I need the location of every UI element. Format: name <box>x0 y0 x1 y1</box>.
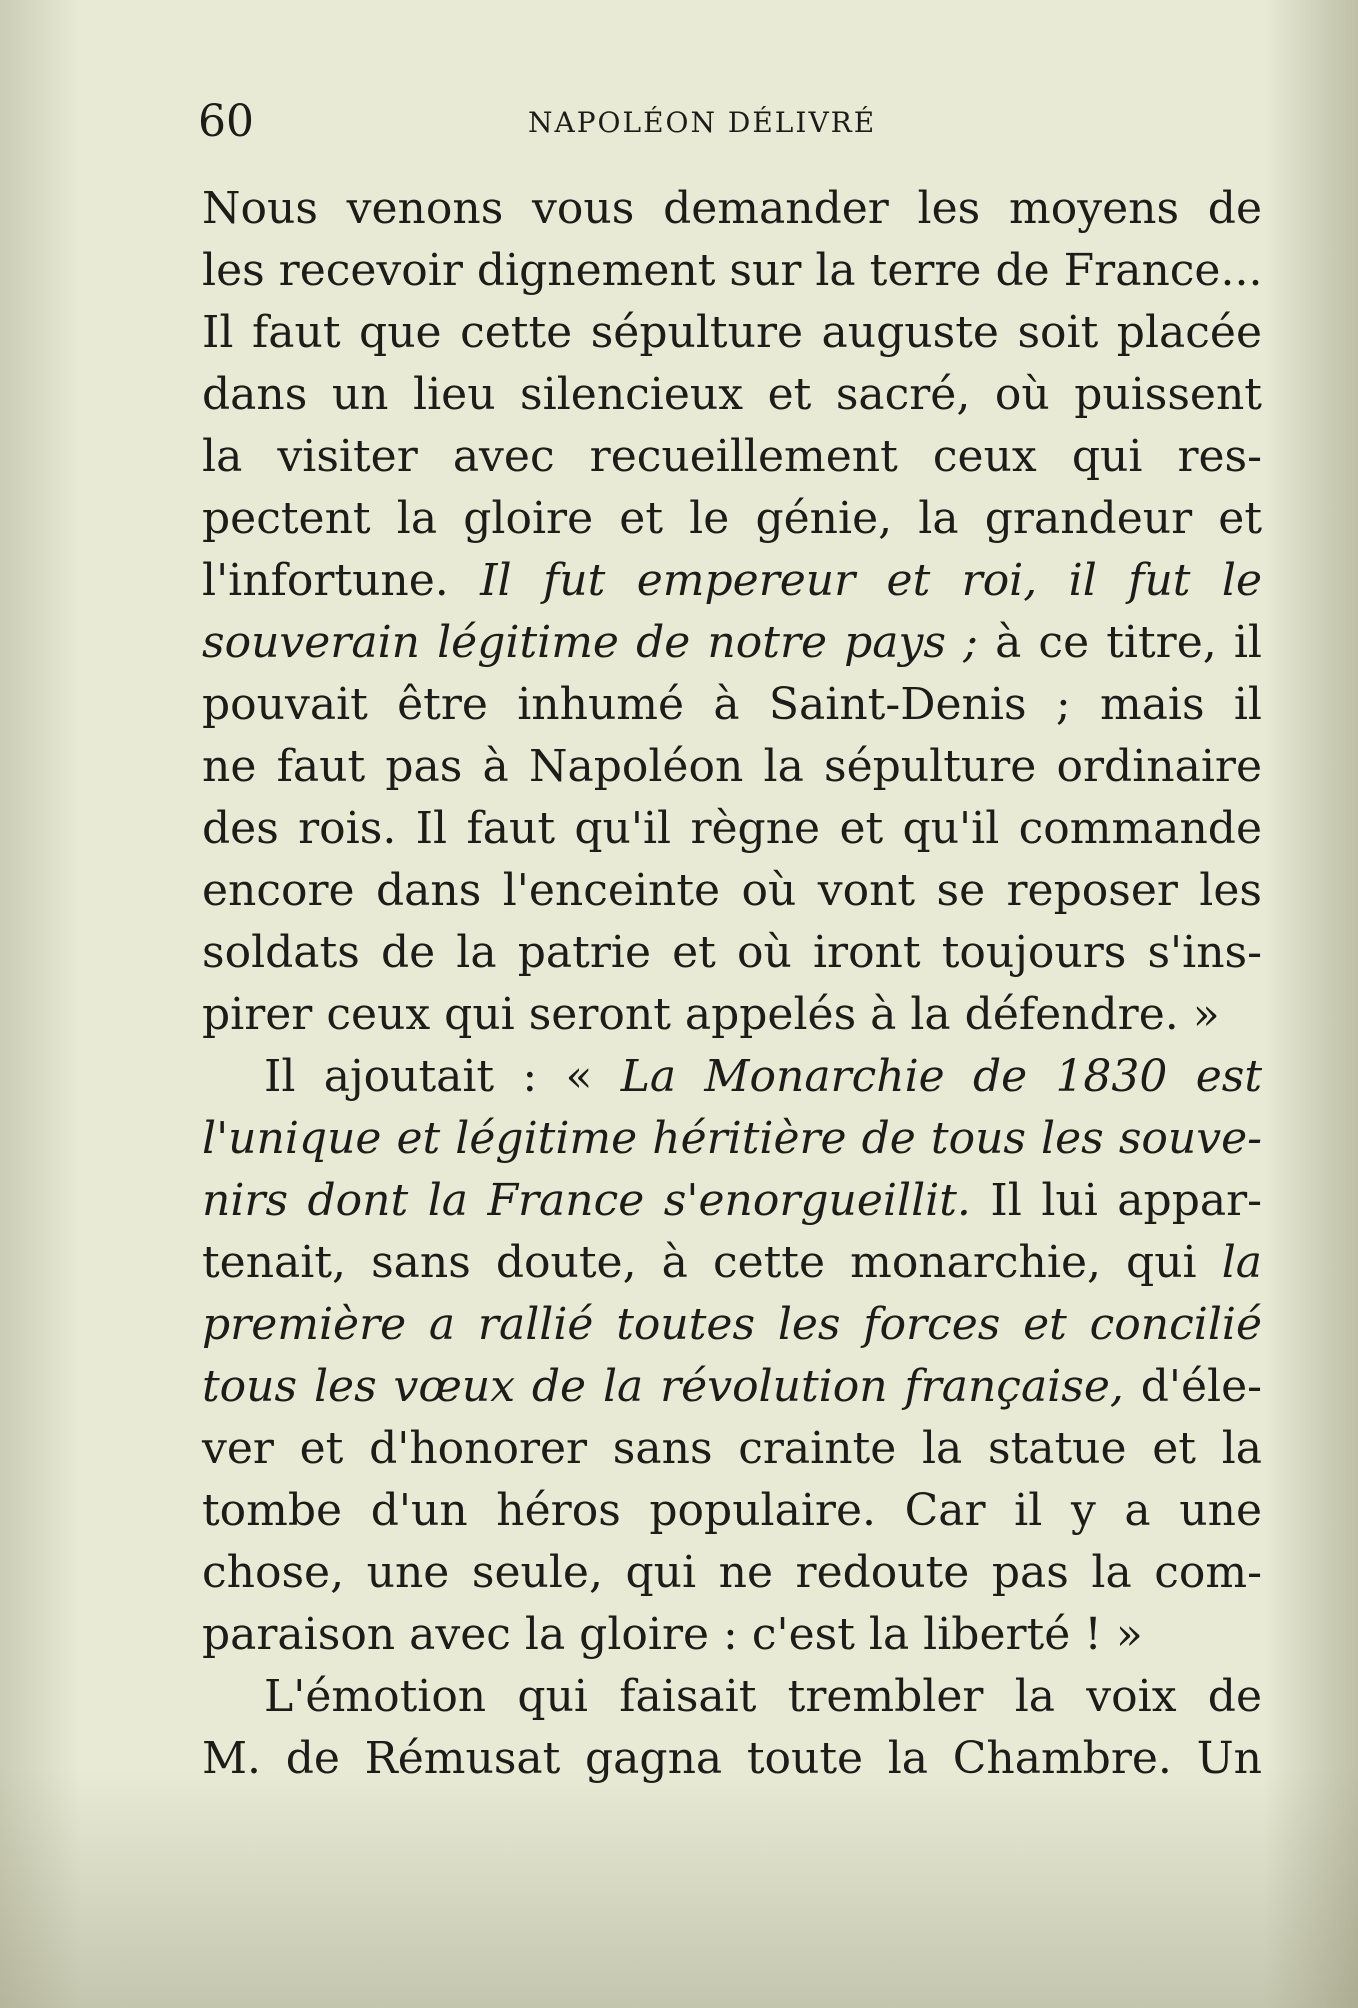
text-line: Il ajoutait : « La Monarchie de 1830 est <box>264 1051 1262 1102</box>
text-line: ne faut pas à Napoléon la sépulture ordinaire <box>202 741 1262 792</box>
text-line: nirs dont la France s'enorgueillit. Il lui appar- <box>202 1175 1263 1226</box>
text-line: l'infortune. Il fut empereur et roi, il fut le <box>202 555 1262 606</box>
page-header <box>198 92 1268 152</box>
text-line: tous les vœux de la révolution française, d'éle- <box>202 1361 1263 1412</box>
text-line: première a rallié toutes les forces et concilié <box>202 1299 1262 1350</box>
text-line: Nous venons vous demander les moyens de <box>202 183 1262 234</box>
text-line: pirer ceux qui seront appelés à la défendre. » <box>202 989 1220 1040</box>
text-line: souverain légitime de notre pays ; à ce titre, il <box>202 617 1262 668</box>
text-line: paraison avec la gloire : c'est la liberté ! » <box>202 1609 1143 1660</box>
text-line: Il faut que cette sépulture auguste soit placée <box>202 307 1262 358</box>
text-line: tombe d'un héros populaire. Car il y a une <box>202 1485 1262 1536</box>
text-line: l'unique et légitime héritière de tous les souve- <box>202 1113 1262 1164</box>
text-line: soldats de la patrie et où iront toujours s'ins- <box>202 927 1262 978</box>
page-number: 60 <box>198 96 254 147</box>
text-line: dans un lieu silencieux et sacré, où puissent <box>202 369 1262 420</box>
text-line: pouvait être inhumé à Saint-Denis ; mais il <box>202 679 1262 730</box>
text-line: L'émotion qui faisait trembler la voix de <box>264 1671 1262 1722</box>
text-line: les recevoir dignement sur la terre de France... <box>202 245 1263 296</box>
text-line: des rois. Il faut qu'il règne et qu'il commande <box>202 803 1262 854</box>
body-text <box>202 178 1262 1790</box>
text-line: pectent la gloire et le génie, la grandeur et <box>202 493 1262 544</box>
text-line: chose, une seule, qui ne redoute pas la com- <box>202 1547 1262 1598</box>
text-line: la visiter avec recueillement ceux qui res- <box>202 431 1262 482</box>
text-line: ver et d'honorer sans crainte la statue et la <box>202 1423 1262 1474</box>
running-title: NAPOLÉON DÉLIVRÉ <box>528 106 877 139</box>
text-line: tenait, sans doute, à cette monarchie, qui la <box>202 1237 1262 1288</box>
text-line: M. de Rémusat gagna toute la Chambre. Un <box>202 1733 1262 1784</box>
text-line: encore dans l'enceinte où vont se reposer les <box>202 865 1262 916</box>
